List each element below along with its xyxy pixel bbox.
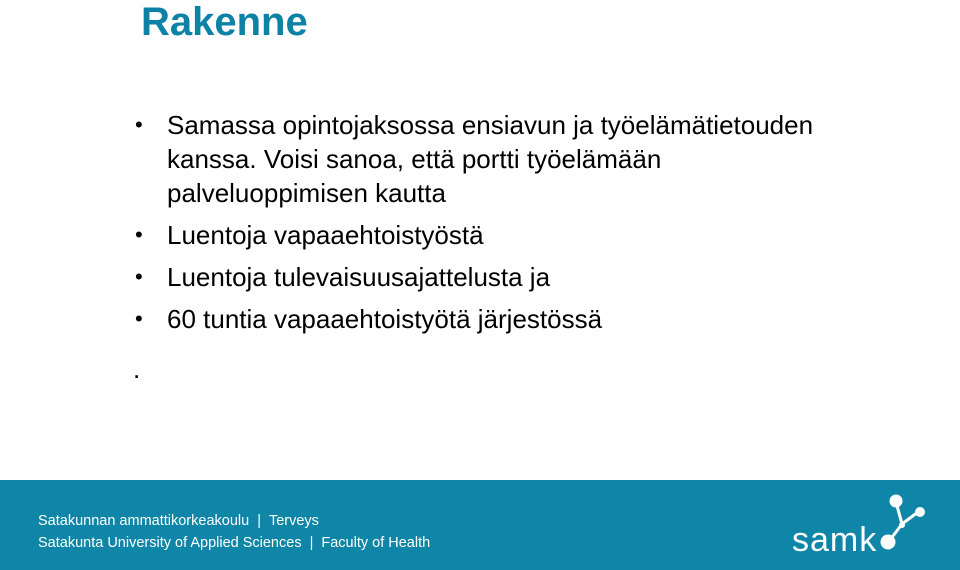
- bullet-item: [130, 260, 850, 294]
- bullet-text: Luentoja tulevaisuusajattelusta ja: [167, 262, 551, 292]
- faculty-name-fi: Terveys: [268, 513, 319, 529]
- bullet-item: [130, 108, 850, 210]
- bullet-item: [130, 218, 850, 252]
- bullet-text: 60 tuntia vapaaehtoistyötä järjestössä: [167, 304, 603, 334]
- bullet-text: Luentoja vapaaehtoistyöstä: [167, 220, 484, 250]
- footer-line-finnish: [38, 512, 319, 530]
- footer-bar: [0, 480, 960, 570]
- trailing-dot: .: [133, 354, 141, 384]
- institution-name-en: Satakunta University of Applied Sciences: [38, 535, 302, 551]
- samk-logo: [792, 492, 932, 562]
- bullet-icon: •: [135, 306, 143, 331]
- faculty-name-en: Faculty of Health: [321, 535, 431, 551]
- footer-line-english: [38, 534, 430, 552]
- bullet-icon: •: [135, 264, 143, 289]
- footer-separator: |: [257, 513, 261, 529]
- logo-text: samk: [792, 521, 878, 559]
- bullet-text: Samassa opintojaksossa ensiavun ja työelämätietouden kanssa. Voisi sanoa, että portti työelämään palveluoppimisen kautta: [167, 110, 814, 208]
- slide-title: Rakenne: [141, 0, 308, 44]
- institution-name-fi: Satakunnan ammattikorkeakoulu: [38, 513, 250, 529]
- footer-separator: |: [309, 535, 314, 551]
- bullet-icon: •: [135, 112, 143, 137]
- bullet-item: [130, 302, 850, 336]
- bullet-list: [130, 108, 850, 344]
- bullet-icon: •: [135, 222, 143, 247]
- samk-logo-icon: [876, 492, 928, 552]
